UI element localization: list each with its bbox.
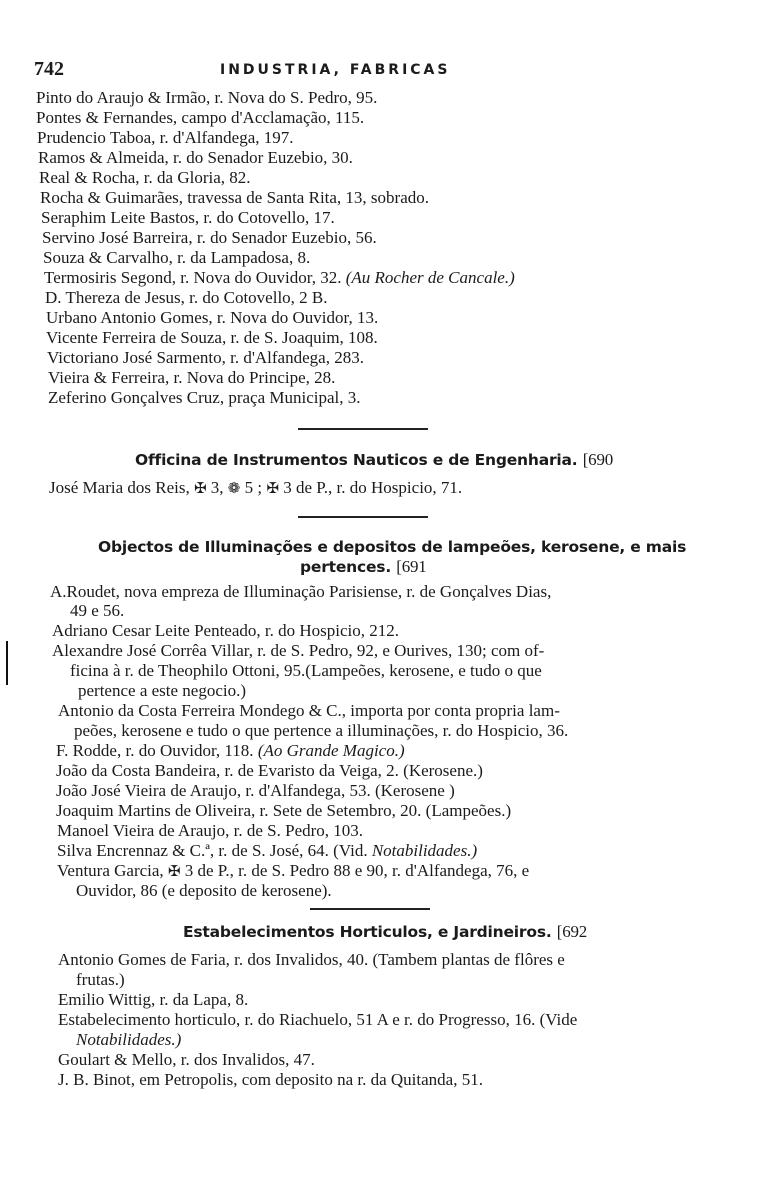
section-title: Officina de Instrumentos Nauticos e de Engenharia. — [135, 451, 578, 469]
list-item: Manoel Vieira de Araujo, r. de S. Pedro, 103. — [57, 821, 364, 840]
list-item: Prudencio Taboa, r. d'Alfandega, 197. — [37, 128, 294, 147]
section-heading — [135, 450, 613, 470]
list-item: Goulart & Mello, r. dos Invalidos, 47. — [58, 1050, 315, 1069]
list-item: Servino José Barreira, r. do Senador Euzebio, 56. — [42, 228, 377, 247]
entry-part: 3 de P., r. do Hospicio, 71. — [283, 478, 463, 497]
list-item — [49, 478, 462, 498]
list-item: Real & Rocha, r. da Gloria, 82. — [39, 168, 251, 187]
list-item: A.Roudet, nova empreza de Illuminação Parisiense, r. de Gonçalves Dias, — [50, 582, 552, 601]
section-divider — [310, 908, 430, 910]
list-item — [56, 741, 405, 761]
list-item: Vicente Ferreira de Souza, r. de S. Joaquim, 108. — [46, 328, 378, 347]
entry-text: Silva Encrennaz & C.ª, r. de S. José, 64. (Vid. — [57, 841, 368, 860]
section-divider — [298, 516, 428, 518]
list-item: Emilio Wittig, r. da Lapa, 8. — [58, 990, 249, 1009]
entry-name: José Maria dos Reis, — [49, 478, 190, 497]
running-title: INDUSTRIA, FABRICAS — [220, 62, 451, 78]
list-item-continued: Ouvidor, 86 (e deposito de kerosene). — [76, 881, 332, 900]
entry-note: (Au Rocher de Cancale.) — [345, 268, 515, 287]
list-item: Estabelecimento horticulo, r. do Riachuelo, 51 A e r. do Progresso, 16. (Vide — [58, 1010, 578, 1029]
list-item: Pontes & Fernandes, campo d'Acclamação, 115. — [36, 108, 365, 127]
section-heading — [183, 922, 587, 942]
list-item — [44, 268, 515, 288]
list-item: Vieira & Ferreira, r. Nova do Principe, 28. — [48, 368, 336, 387]
medal-cross-icon: ✠ — [266, 479, 279, 497]
list-item: Urbano Antonio Gomes, r. Nova do Ouvidor, 13. — [46, 308, 379, 327]
list-item: Zeferino Gonçalves Cruz, praça Municipal, 3. — [48, 388, 361, 407]
section-code: [692 — [556, 922, 588, 941]
list-item-continued: 49 e 56. — [70, 601, 125, 620]
list-item-continued — [76, 1030, 181, 1050]
list-item: D. Thereza de Jesus, r. do Cotovello, 2 B. — [45, 288, 328, 307]
list-item: João da Costa Bandeira, r. de Evaristo da Veiga, 2. (Kerosene.) — [56, 761, 483, 780]
list-item-continued: peões, kerosene e tudo o que pertence a illuminações, r. do Hospicio, 36. — [74, 721, 569, 740]
list-item: Joaquim Martins de Oliveira, r. Sete de Setembro, 20. (Lampeões.) — [56, 801, 512, 820]
list-item: Pinto do Araujo & Irmão, r. Nova do S. Pedro, 95. — [36, 88, 378, 107]
list-item: Ramos & Almeida, r. do Senador Euzebio, 30. — [38, 148, 353, 167]
entry-part: 3, — [210, 478, 224, 497]
section-heading-continued — [300, 557, 427, 577]
medal-emblem-icon: ❁ — [227, 479, 241, 497]
page-number: 742 — [34, 58, 64, 80]
entry-text: Termosiris Segond, r. Nova do Ouvidor, 32. — [44, 268, 342, 287]
section-code: [691 — [396, 557, 427, 576]
list-item — [57, 861, 529, 881]
list-item: Alexandre José Corrêa Villar, r. de S. Pedro, 92, e Ourives, 130; com of- — [52, 641, 545, 660]
list-item — [57, 841, 477, 861]
section-code: [690 — [582, 450, 614, 469]
entry-note: (Ao Grande Magico.) — [257, 741, 405, 760]
list-item-continued: ficina à r. de Theophilo Ottoni, 95.(Lampeões, kerosene, e tudo o que — [70, 661, 542, 680]
page-header — [34, 58, 504, 80]
list-item: Seraphim Leite Bastos, r. do Cotovello, 17. — [41, 208, 335, 227]
medal-cross-icon: ✠ — [167, 862, 181, 880]
list-item: Antonio Gomes de Faria, r. dos Invalidos, 40. (Tambem plantas de flôres e — [58, 950, 565, 969]
section-divider — [298, 428, 428, 430]
list-item: Rocha & Guimarães, travessa de Santa Rita, 13, sobrado. — [40, 188, 430, 207]
list-item: Antonio da Costa Ferreira Mondego & C., importa por conta propria lam- — [58, 701, 560, 720]
entry-text: F. Rodde, r. do Ouvidor, 118. — [56, 741, 254, 760]
list-item-continued: pertence a este negocio.) — [78, 681, 247, 700]
list-item: João José Vieira de Araujo, r. d'Alfandega, 53. (Kerosene ) — [56, 781, 455, 800]
section-title: Estabelecimentos Horticulos, e Jardineiros. — [183, 923, 552, 941]
margin-mark — [6, 641, 8, 685]
medal-cross-icon: ✠ — [193, 479, 207, 497]
section-title: pertences. — [300, 558, 392, 576]
list-item: J. B. Binot, em Petropolis, com deposito na r. da Quitanda, 51. — [58, 1070, 483, 1089]
list-item: Victoriano José Sarmento, r. d'Alfandega, 283. — [47, 348, 364, 367]
entry-name: Ventura Garcia, — [57, 861, 164, 880]
entry-note: Notabilidades.) — [371, 841, 478, 860]
entry-part: 5 ; — [244, 478, 263, 497]
section-heading: Objectos de Illuminações e depositos de lampeões, kerosene, e mais — [98, 538, 687, 556]
list-item-continued: frutas.) — [76, 970, 125, 989]
list-item: Adriano Cesar Leite Penteado, r. do Hospicio, 212. — [52, 621, 400, 640]
entry-part: 3 de P., r. de S. Pedro 88 e 90, r. d'Alfandega, 76, e — [184, 861, 530, 880]
list-item: Souza & Carvalho, r. da Lampadosa, 8. — [43, 248, 311, 267]
entry-note: Notabilidades.) — [76, 1030, 182, 1049]
